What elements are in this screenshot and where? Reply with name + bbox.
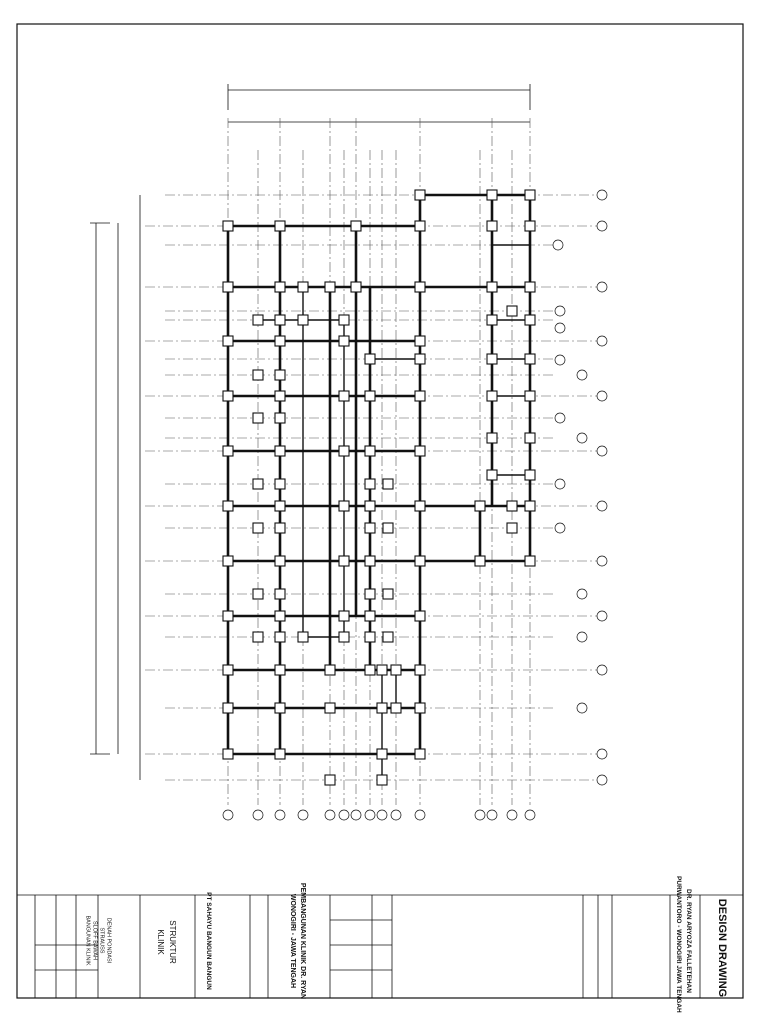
drawing-title-4: BANGUNAN KLINIK <box>84 915 91 966</box>
company-name: PT SAHAYU BANGUN BANGUN <box>205 892 212 990</box>
owner-location: PURWANTORO - WONOGIRI JAWA TENGAH <box>675 876 682 1013</box>
project-location: WONOGIRI - JAWA TENGAH <box>289 893 296 989</box>
drawing-title-2: STRAUSS <box>98 927 105 954</box>
section-name: STRUKTUR <box>168 920 177 964</box>
drawing-title-3: SLOFF BAWAH <box>91 920 98 960</box>
building-name: KLINIK <box>156 929 165 955</box>
project-name: PEMBANGUNAN KLINIK DR. RYAN <box>299 882 306 1000</box>
owner-name: DR. RYAN ARYOZA FALLETEHAN <box>685 889 692 993</box>
design-drawing-header: DESIGN DRAWING <box>716 898 728 998</box>
drawing-title-1: DENAH PONDASI <box>105 917 112 964</box>
